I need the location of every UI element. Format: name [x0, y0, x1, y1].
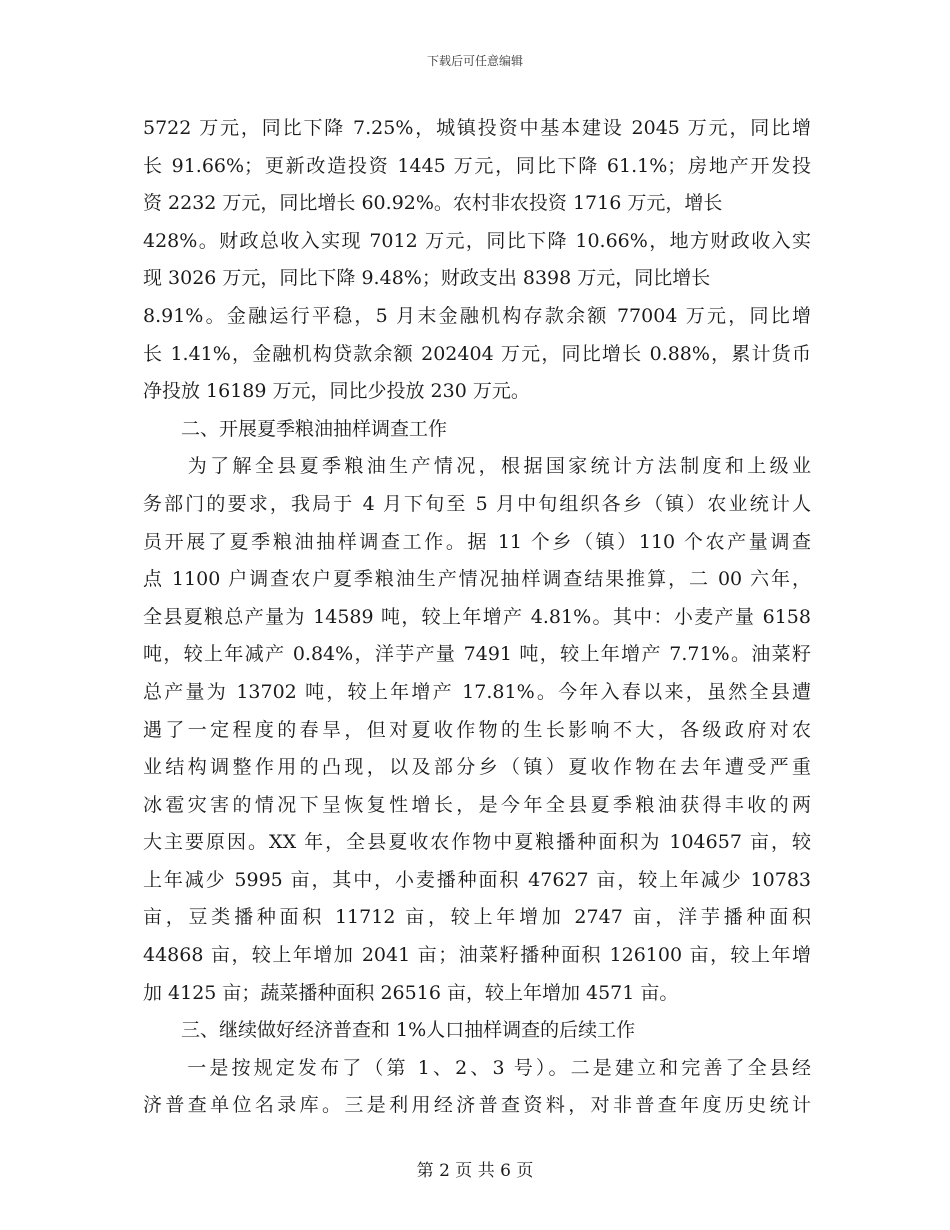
text-line: 现 3026 万元，同比下降 9.48%；财政支出 8398 万元，同比增长: [143, 267, 711, 290]
document-body: [143, 110, 811, 1125]
text-line: 点 1100 户调查农户夏季粮油生产情况抽样调查结果推算，二 00 六年，: [143, 568, 811, 591]
text-line: 一是按规定发布了（第 1、2、3 号）。二是建立和完善了全县经: [143, 1056, 811, 1079]
text-line: 业结构调整作用的凸现，以及部分乡（镇）夏收作物在去年遭受严重: [143, 756, 811, 779]
text-line: 8.91%。金融运行平稳，5 月末金融机构存款余额 77004 万元，同比增: [143, 304, 811, 327]
text-line: 务部门的要求，我局于 4 月下旬至 5 月中旬组织各乡（镇）农业统计人: [143, 492, 811, 515]
text-line: 大主要原因。XX 年，全县夏收农作物中夏粮播种面积为 104657 亩，较: [143, 831, 811, 854]
text-line: 44868 亩，较上年增加 2041 亩；油菜籽播种面积 126100 亩，较上年增: [143, 944, 811, 967]
text-line: 亩，豆类播种面积 11712 亩，较上年增加 2747 亩，洋芋播种面积: [143, 906, 811, 929]
text-line: 加 4125 亩；蔬菜播种面积 26516 亩，较上年增加 4571 亩。: [143, 981, 679, 1004]
text-line: 长 1.41%，金融机构贷款余额 202404 万元，同比增长 0.88%，累计货币: [143, 342, 811, 365]
text-line: 5722 万元，同比下降 7.25%，城镇投资中基本建设 2045 万元，同比增: [143, 117, 811, 139]
text-line: 净投放 16189 万元，同比少投放 230 万元。: [143, 380, 530, 403]
page-number: 第 2 页 共 6 页: [416, 1161, 534, 1181]
text-line: 遇了一定程度的春旱，但对夏收作物的生长影响不大，各级政府对农: [143, 718, 811, 741]
text-line: 员开展了夏季粮油抽样调查工作。据 11 个乡（镇）110 个农产量调查: [143, 530, 811, 553]
text-line: 三、继续做好经济普查和 1%人口抽样调查的后续工作: [143, 1019, 636, 1042]
text-line: 上年减少 5995 亩，其中，小麦播种面积 47627 亩，较上年减少 10783: [143, 868, 811, 891]
text-line: 为了解全县夏季粮油生产情况，根据国家统计方法制度和上级业: [143, 455, 811, 478]
page-header: 下载后可任意编辑: [426, 54, 523, 68]
text-line: 428%。财政总收入实现 7012 万元，同比下降 10.66%，地方财政收入实: [143, 229, 811, 252]
text-line: 长 91.66%；更新改造投资 1445 万元，同比下降 61.1%；房地产开发投: [143, 154, 811, 177]
text-line: 吨，较上年减产 0.84%，洋芋产量 7491 吨，较上年增产 7.71%。油菜籽: [143, 643, 811, 666]
text-line: 济普查单位名录库。三是利用经济普查资料，对非普查年度历史统计: [143, 1094, 811, 1117]
text-line: 资 2232 万元，同比增长 60.92%。农村非农投资 1716 万元，增长: [143, 192, 723, 215]
text-line: 二、开展夏季粮油抽样调查工作: [143, 417, 448, 440]
text-line: 总产量为 13702 吨，较上年增产 17.81%。今年入春以来，虽然全县遭: [143, 680, 811, 703]
text-line: 全县夏粮总产量为 14589 吨，较上年增产 4.81%。其中：小麦产量 6158: [143, 605, 811, 628]
text-line: 冰雹灾害的情况下呈恢复性增长，是今年全县夏季粮油获得丰收的两: [143, 793, 811, 816]
